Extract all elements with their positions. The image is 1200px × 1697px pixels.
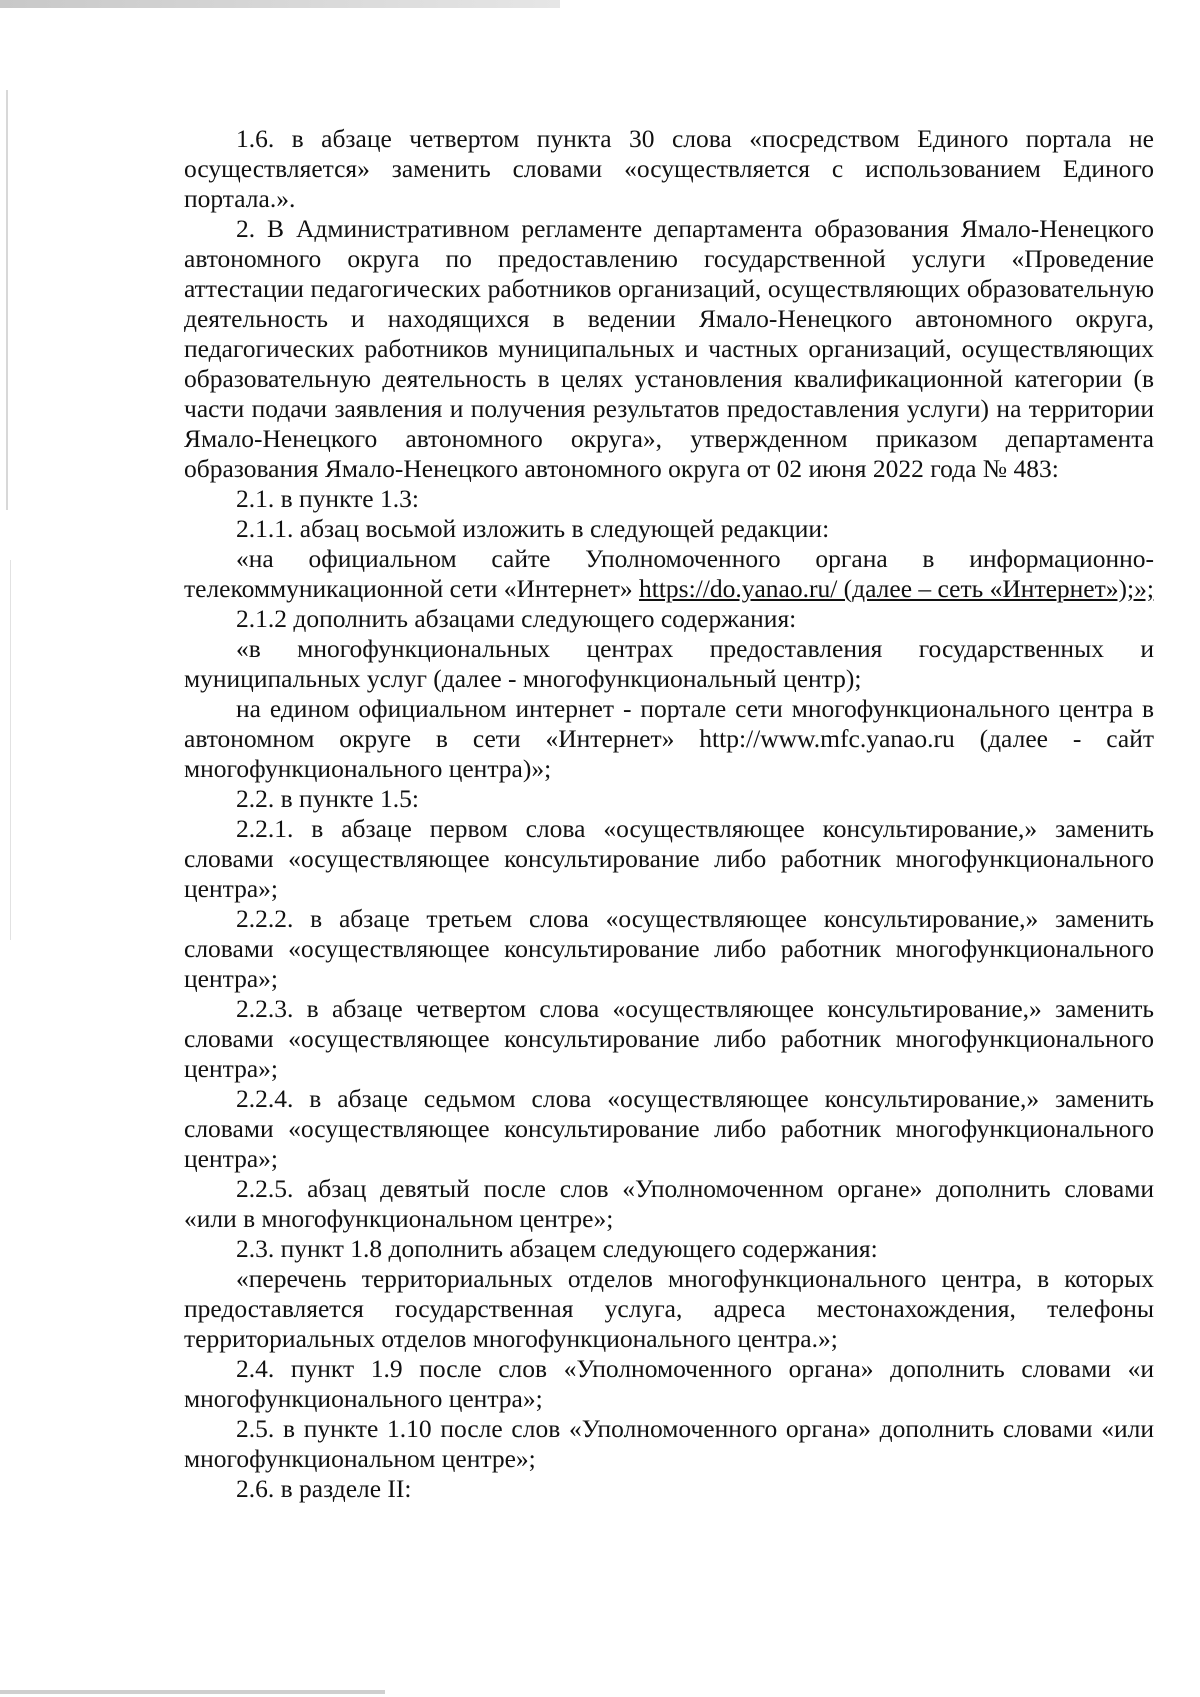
official-site-text: «на официальном сайте Уполномоченного органа в информационно-телекоммуникационной сети «Интернет» — [184, 544, 1154, 603]
paragraph-2-1-1: 2.1.1. абзац восьмой изложить в следующей редакции: — [236, 514, 830, 543]
paragraph-1-6: 1.6. в абзаце четвертом пункта 30 слова «посредством Единого портала не осуществляется» заменить словами «осуществляется с использованием Единого портала.». — [184, 124, 1154, 213]
paragraph-2-2: 2.2. в пункте 1.5: — [236, 784, 419, 813]
paragraph-2-2-3: 2.2.3. в абзаце четвертом слова «осуществляющее консультирование,» заменить словами «осуществляющее консультирование либо работник многофункционального центра»; — [184, 994, 1154, 1083]
scan-edge-left-secondary — [10, 560, 11, 940]
paragraph-2-6: 2.6. в разделе II: — [236, 1474, 412, 1503]
paragraph-official-site — [184, 544, 1154, 604]
paragraph-2-2-1: 2.2.1. в абзаце первом слова «осуществляющее консультирование,» заменить словами «осуществляющее консультирование либо работник многофункционального центра»; — [184, 814, 1154, 903]
paragraph-2-4: 2.4. пункт 1.9 после слов «Уполномоченного органа» дополнить словами «и многофункционального центра»; — [184, 1354, 1154, 1413]
scan-edge-left — [6, 90, 8, 510]
scan-edge-top — [0, 0, 560, 8]
official-site-link[interactable]: https://do.yanao.ru/ (далее – сеть «Интернет»);»; — [638, 574, 1154, 603]
document-page — [184, 124, 1154, 1504]
scan-edge-bottom — [0, 1690, 385, 1694]
paragraph-mfc-centers: «в многофункциональных центрах предоставления государственных и муниципальных услуг (далее - многофункциональный центр); — [184, 634, 1154, 693]
paragraph-mfc-portal: на едином официальном интернет - портале сети многофункционального центра в автономном округе в сети «Интернет» http://www.mfc.yanao.ru (далее - сайт многофункционального центра)»; — [184, 694, 1154, 783]
paragraph-2-2-4: 2.2.4. в абзаце седьмом слова «осуществляющее консультирование,» заменить словами «осуществляющее консультирование либо работник многофункционального центра»; — [184, 1084, 1154, 1173]
paragraph-2: 2. В Административном регламенте департамента образования Ямало-Ненецкого автономного округа по предоставлению государственной услуги «Проведение аттестации педагогических работников организаций, осуществляющих образовательную деятельность и находящихся в ведении Ямало-Ненецкого автономного округа, педагогических работников муниципальных и частных организаций, осуществляющих образовательную деятельность в целях установления квалификационной категории (в части подачи заявления и получения результатов предоставления услуги) на территории Ямало-Ненецкого автономного округа», утвержденном приказом департамента образования Ямало-Ненецкого автономного округа от 02 июня 2022 года № 483: — [184, 214, 1154, 483]
paragraph-2-5: 2.5. в пункте 1.10 после слов «Уполномоченного органа» дополнить словами «или многофункциональном центре»; — [184, 1414, 1154, 1473]
paragraph-2-2-5: 2.2.5. абзац девятый после слов «Уполномоченном органе» дополнить словами «или в многофункциональном центре»; — [184, 1174, 1154, 1233]
paragraph-2-1-2: 2.1.2 дополнить абзацами следующего содержания: — [236, 604, 797, 633]
paragraph-territorial-list: «перечень территориальных отделов многофункционального центра, в которых предоставляется государственная услуга, адреса местонахождения, телефоны территориальных отделов многофункционального центра.»; — [184, 1264, 1154, 1353]
paragraph-2-2-2: 2.2.2. в абзаце третьем слова «осуществляющее консультирование,» заменить словами «осуществляющее консультирование либо работник многофункционального центра»; — [184, 904, 1154, 993]
paragraph-2-1: 2.1. в пункте 1.3: — [236, 484, 419, 513]
paragraph-2-3: 2.3. пункт 1.8 дополнить абзацем следующего содержания: — [236, 1234, 878, 1263]
